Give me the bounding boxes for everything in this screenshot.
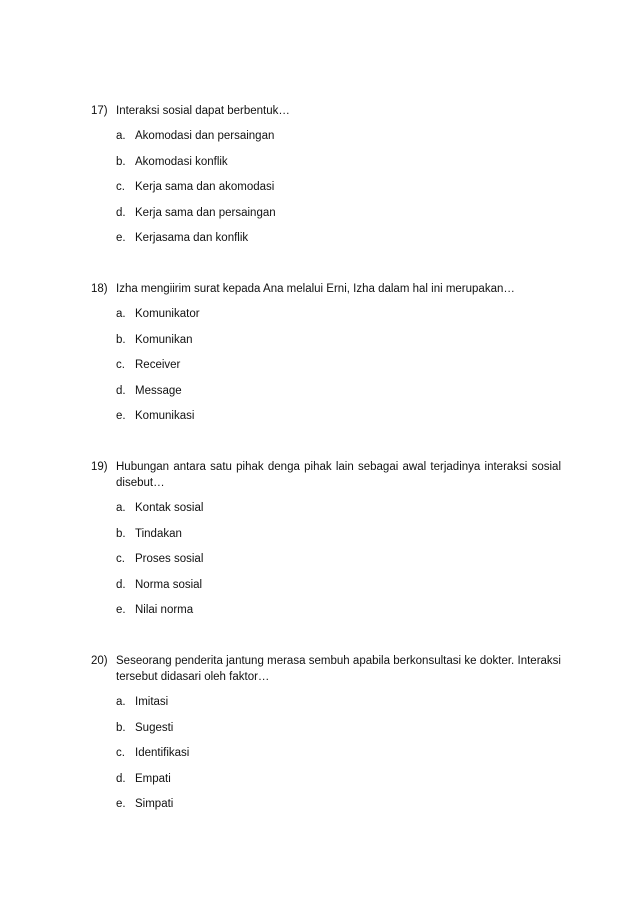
option-letter: e. bbox=[116, 798, 126, 810]
option-list bbox=[91, 306, 561, 434]
option-text: Komunikasi bbox=[135, 410, 195, 422]
option-letter: d. bbox=[116, 384, 126, 397]
option-list bbox=[91, 128, 561, 256]
option-text: Kerjasama dan konflik bbox=[135, 232, 249, 244]
option-text: Akomodasi dan persaingan bbox=[135, 130, 275, 142]
question-text: Interaksi sosial dapat berbentuk… bbox=[116, 105, 290, 117]
option-text: Sugesti bbox=[135, 721, 174, 734]
option-text: Proses sosial bbox=[135, 553, 204, 565]
option-text: Imitasi bbox=[135, 696, 169, 708]
question-19 bbox=[91, 459, 561, 628]
question-stem bbox=[91, 103, 561, 119]
question-number: 20) bbox=[91, 655, 108, 667]
option-text: Simpati bbox=[135, 798, 174, 810]
option-text: Identifikasi bbox=[135, 747, 190, 759]
question-number: 18) bbox=[91, 283, 108, 295]
question-stem bbox=[91, 281, 561, 297]
option-b bbox=[91, 154, 561, 180]
question-stem bbox=[91, 653, 561, 685]
question-20 bbox=[91, 653, 561, 822]
option-text: Akomodasi konflik bbox=[135, 155, 228, 168]
question-number: 17) bbox=[91, 105, 108, 117]
question-text: Hubungan antara satu pihak denga pihak lain sebagai awal terjadinya interaksi sosial disebut… bbox=[116, 461, 561, 489]
option-text: Message bbox=[135, 384, 182, 397]
option-text: Empati bbox=[135, 772, 171, 785]
option-e bbox=[91, 408, 561, 434]
option-text: Kontak sosial bbox=[135, 502, 204, 514]
option-letter: c. bbox=[116, 181, 125, 193]
option-c bbox=[91, 357, 561, 383]
option-d bbox=[91, 383, 561, 409]
option-e bbox=[91, 230, 561, 256]
option-letter: d. bbox=[116, 772, 126, 785]
option-e bbox=[91, 602, 561, 628]
option-b bbox=[91, 526, 561, 552]
option-list bbox=[91, 500, 561, 628]
option-text: Tindakan bbox=[135, 527, 182, 540]
option-letter: a. bbox=[116, 502, 126, 514]
option-letter: e. bbox=[116, 410, 126, 422]
question-text: Seseorang penderita jantung merasa sembuh apabila berkonsultasi ke dokter. Interaksi tersebut didasari oleh faktor… bbox=[116, 655, 561, 683]
option-a bbox=[91, 306, 561, 332]
option-letter: c. bbox=[116, 553, 125, 565]
option-d bbox=[91, 577, 561, 603]
option-text: Receiver bbox=[135, 359, 181, 371]
option-letter: b. bbox=[116, 333, 126, 346]
option-letter: e. bbox=[116, 604, 126, 616]
option-text: Norma sosial bbox=[135, 578, 203, 591]
option-text: Kerja sama dan akomodasi bbox=[135, 181, 275, 193]
question-text: Izha mengiirim surat kepada Ana melalui Erni, Izha dalam hal ini merupakan… bbox=[116, 283, 515, 295]
option-c bbox=[91, 551, 561, 577]
option-letter: d. bbox=[116, 206, 126, 219]
option-letter: b. bbox=[116, 527, 126, 540]
option-letter: a. bbox=[116, 130, 126, 142]
option-letter: c. bbox=[116, 359, 125, 371]
option-d bbox=[91, 205, 561, 231]
question-17 bbox=[91, 103, 561, 256]
question-number: 19) bbox=[91, 461, 108, 473]
option-list bbox=[91, 694, 561, 822]
question-stem bbox=[91, 459, 561, 491]
option-a bbox=[91, 694, 561, 720]
option-letter: a. bbox=[116, 308, 126, 320]
option-a bbox=[91, 500, 561, 526]
option-d bbox=[91, 771, 561, 797]
option-text: Komunikator bbox=[135, 308, 200, 320]
option-text: Komunikan bbox=[135, 333, 193, 346]
option-letter: b. bbox=[116, 155, 126, 168]
question-18 bbox=[91, 281, 561, 434]
option-letter: e. bbox=[116, 232, 126, 244]
option-e bbox=[91, 796, 561, 822]
option-a bbox=[91, 128, 561, 154]
option-letter: c. bbox=[116, 747, 125, 759]
option-c bbox=[91, 745, 561, 771]
option-b bbox=[91, 332, 561, 358]
option-text: Kerja sama dan persaingan bbox=[135, 206, 276, 219]
option-text: Nilai norma bbox=[135, 604, 194, 616]
option-letter: d. bbox=[116, 578, 126, 591]
option-letter: a. bbox=[116, 696, 126, 708]
option-c bbox=[91, 179, 561, 205]
option-letter: b. bbox=[116, 721, 126, 734]
option-b bbox=[91, 720, 561, 746]
